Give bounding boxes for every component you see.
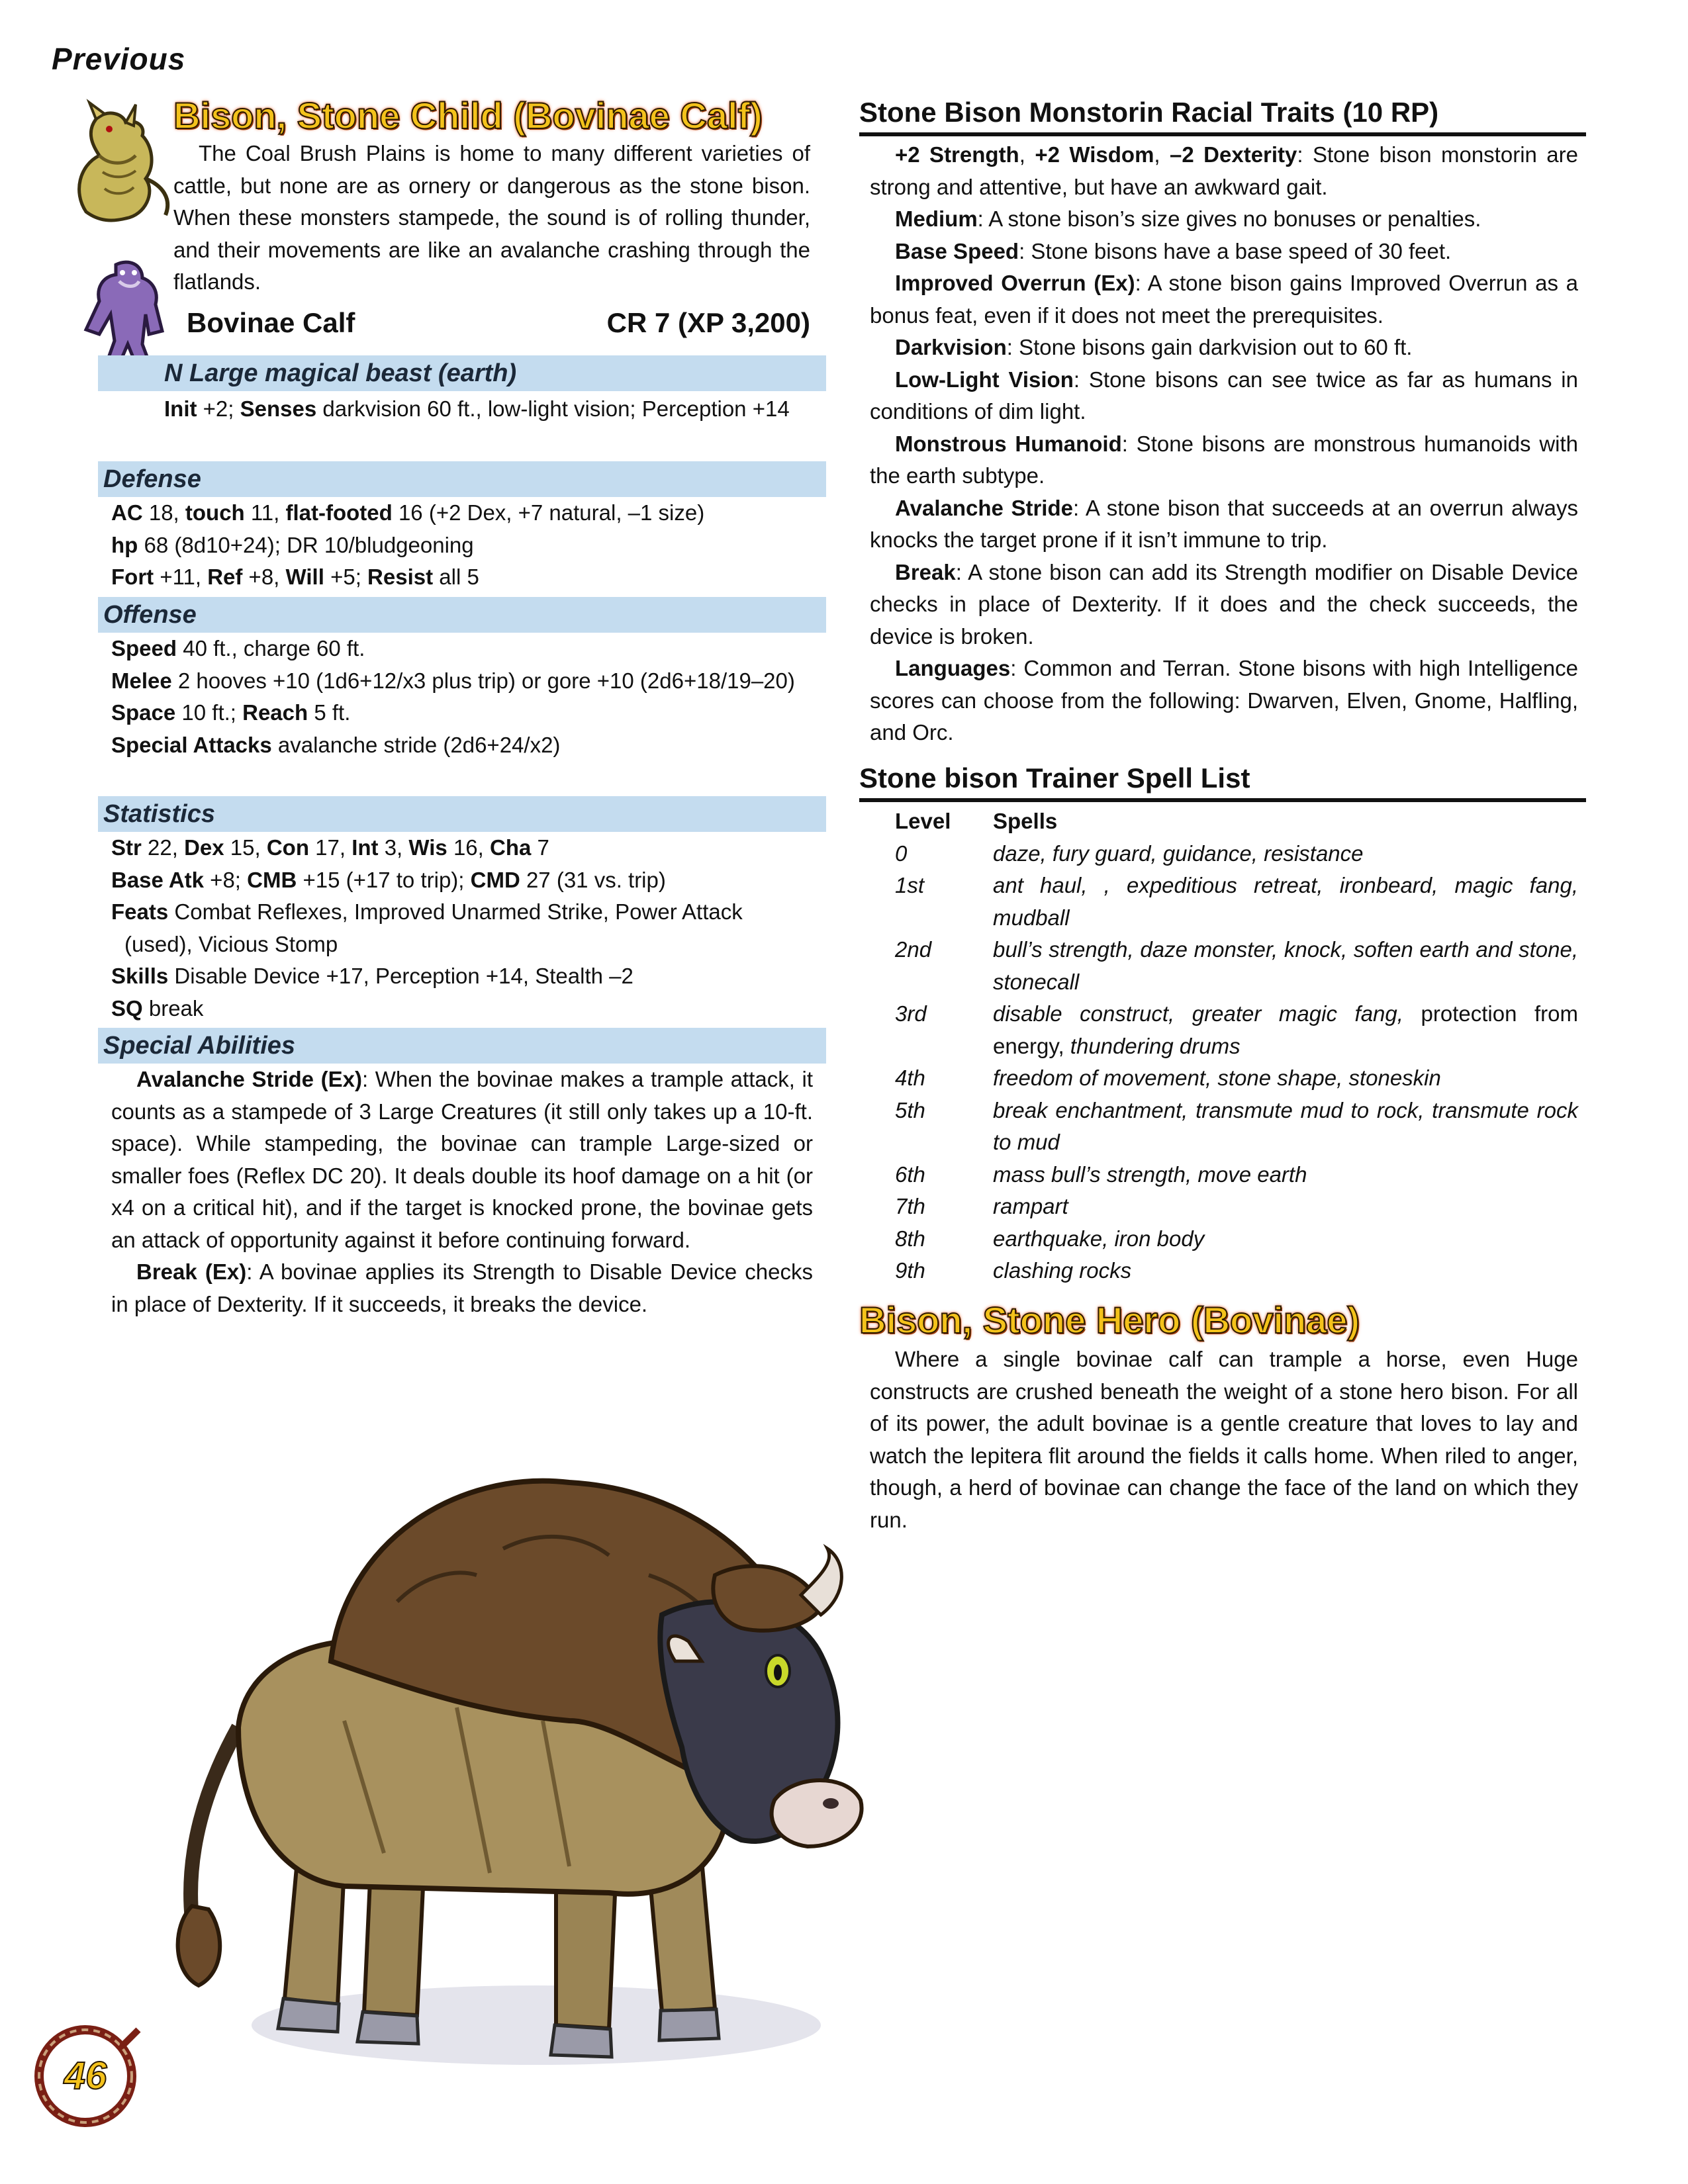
trait-improved-overrun: Improved Overrun (Ex): A stone bison gains Improved Overrun as a bonus feat, even if it does not meet the prerequisites. bbox=[870, 271, 1578, 328]
page-number-badge bbox=[29, 2020, 142, 2132]
trait-languages: Languages: Common and Terran. Stone bisons with high Intelligence scores can choose from the following: Dwarven, Elven, Gnome, Halfling, and Orc. bbox=[870, 656, 1578, 745]
special-abilities-band: Special Abilities bbox=[98, 1028, 826, 1064]
spell-row: 0 daze, fury guard, guidance, resistance bbox=[895, 841, 1364, 866]
spell-row: 5th break enchantment, transmute mud to rock, transmute rock to mud bbox=[895, 1097, 1578, 1154]
spell-row: 8th earthquake, iron body bbox=[895, 1226, 1205, 1251]
trait-medium: Medium: A stone bison’s size gives no bonuses or penalties. bbox=[895, 206, 1481, 231]
stone-bison-illustration bbox=[146, 1443, 927, 2078]
defense-block: AC 18, touch 11, flat-footed 16 (+2 Dex, +7 natural, –1 size) hp 68 (8d10+24); DR 10/bludgeoning Fort +11, Ref +8, Will +5; Resist all 5 bbox=[111, 500, 705, 589]
trait-low-light-vision: Low-Light Vision: Stone bisons can see twice as far as humans in conditions of dim light. bbox=[870, 367, 1578, 424]
racial-traits-list bbox=[870, 139, 1578, 749]
spell-row: 9th clashing rocks bbox=[895, 1258, 1132, 1283]
spell-row: 2nd bull’s strength, daze monster, knock, soften earth and stone, stonecall bbox=[895, 937, 1578, 994]
spell-list-header-row: Level Spells bbox=[895, 809, 1058, 833]
previous-link[interactable]: Previous bbox=[52, 42, 186, 76]
racial-traits-heading: Stone Bison Monstorin Racial Traits (10 RP) bbox=[859, 97, 1586, 136]
statistics-band: Statistics bbox=[98, 796, 826, 832]
spell-row: 1st ant haul, , expeditious retreat, ironbeard, magic fang, mudball bbox=[895, 873, 1578, 930]
trait-base-speed: Base Speed: Stone bisons have a base speed of 30 feet. bbox=[895, 238, 1452, 263]
type-line-band: N Large magical beast (earth) bbox=[98, 355, 826, 391]
spell-row: 3rd disable construct, greater magic fang, protection from energy, thundering drums bbox=[895, 1001, 1579, 1058]
special-abilities-text: Avalanche Stride (Ex): When the bovinae makes a trample attack, it counts as a stampede of 3 Large Creatures (it still only takes up a 10-ft. space). While stampeding, the bovinae can trample Large-sized or smaller foes (Reflex DC 20). It deals double its hoof damage on a hit (or x4 on a critical hit), and if the target is knocked prone, the bovinae gets an attack of opportunity against it before continuing forward. Break (Ex): A bovinae applies its Strength to Disable Device checks in place of Dexterity. If it succeeds, it breaks the device. bbox=[111, 1067, 814, 1316]
spell-row: 7th rampart bbox=[895, 1194, 1068, 1218]
hero-intro: Where a single bovinae calf can trample a horse, even Huge constructs are crushed beneath the weight of a stone hero bison. For all of its power, the adult bovinae is a gentle creature that loves to lay and watch the lepitera flit around the fields it calls home. When riled to anger, though, a herd of bovinae can change the face of the land on which they run. bbox=[870, 1347, 1578, 1532]
statistics-block: Str 22, Dex 15, Con 17, Int 3, Wis 16, Cha 7 Base Atk +8; CMB +15 (+17 to trip); CMD 27 (31 vs. trip) Feats Combat Reflexes, Improved Unarmed Strike, Power Attack (used), Vicious Stomp Skills Disable Device +17, Perception +14, Stealth –2 SQ break bbox=[111, 835, 743, 1021]
spell-row: 6th mass bull’s strength, move earth bbox=[895, 1161, 1307, 1187]
spell-list-heading: Stone bison Trainer Spell List bbox=[859, 762, 1586, 802]
defense-band: Defense bbox=[98, 461, 826, 497]
dragon-creature-icon bbox=[46, 93, 179, 225]
page-number: 46 bbox=[64, 2054, 107, 2097]
hero-title: Bison, Stone Hero (Bovinae) bbox=[859, 1299, 1360, 1341]
trait-darkvision: Darkvision: Stone bisons gain darkvision out to 60 ft. bbox=[895, 335, 1413, 359]
spell-row: 4th freedom of movement, stone shape, stoneskin bbox=[895, 1066, 1441, 1090]
offense-band: Offense bbox=[98, 597, 826, 633]
stat-block-header bbox=[187, 307, 810, 339]
trait-ability-scores: +2 Strength, +2 Wisdom, –2 Dexterity: Stone bison monstorin are strong and attentive, but have an awkward gait. bbox=[870, 142, 1579, 199]
spell-list-table bbox=[870, 805, 1578, 1287]
init-block: Init +2; Senses darkvision 60 ft., low-light vision; Perception +14 bbox=[164, 396, 790, 421]
trait-avalanche-stride: Avalanche Stride: A stone bison that succeeds at an overrun always knocks the target prone if it isn’t immune to trip. bbox=[870, 495, 1578, 552]
left-intro: The Coal Brush Plains is home to many different varieties of cattle, but none are as ornery or dangerous as the stone bison. When these monsters stampede, the sound is of rolling thunder, and their movements are like an avalanche crashing through the flatlands. bbox=[173, 141, 810, 294]
trait-break: Break: A stone bison can add its Strength modifier on Disable Device checks in place of Dexterity. If it does and the check succeeds, the device is broken. bbox=[870, 559, 1578, 649]
challenge-rating: CR 7 (XP 3,200) bbox=[606, 307, 810, 338]
creature-name: Bovinae Calf bbox=[187, 307, 355, 338]
trait-monstrous-humanoid: Monstrous Humanoid: Stone bisons are monstrous humanoids with the earth subtype. bbox=[870, 431, 1578, 488]
offense-block: Speed 40 ft., charge 60 ft. Melee 2 hooves +10 (1d6+12/x3 plus trip) or gore +10 (2d6+18/19–20) Space 10 ft.; Reach 5 ft. Special Attacks avalanche stride (2d6+24/x2) bbox=[111, 636, 795, 757]
left-title: Bison, Stone Child (Bovinae Calf) bbox=[173, 95, 763, 136]
